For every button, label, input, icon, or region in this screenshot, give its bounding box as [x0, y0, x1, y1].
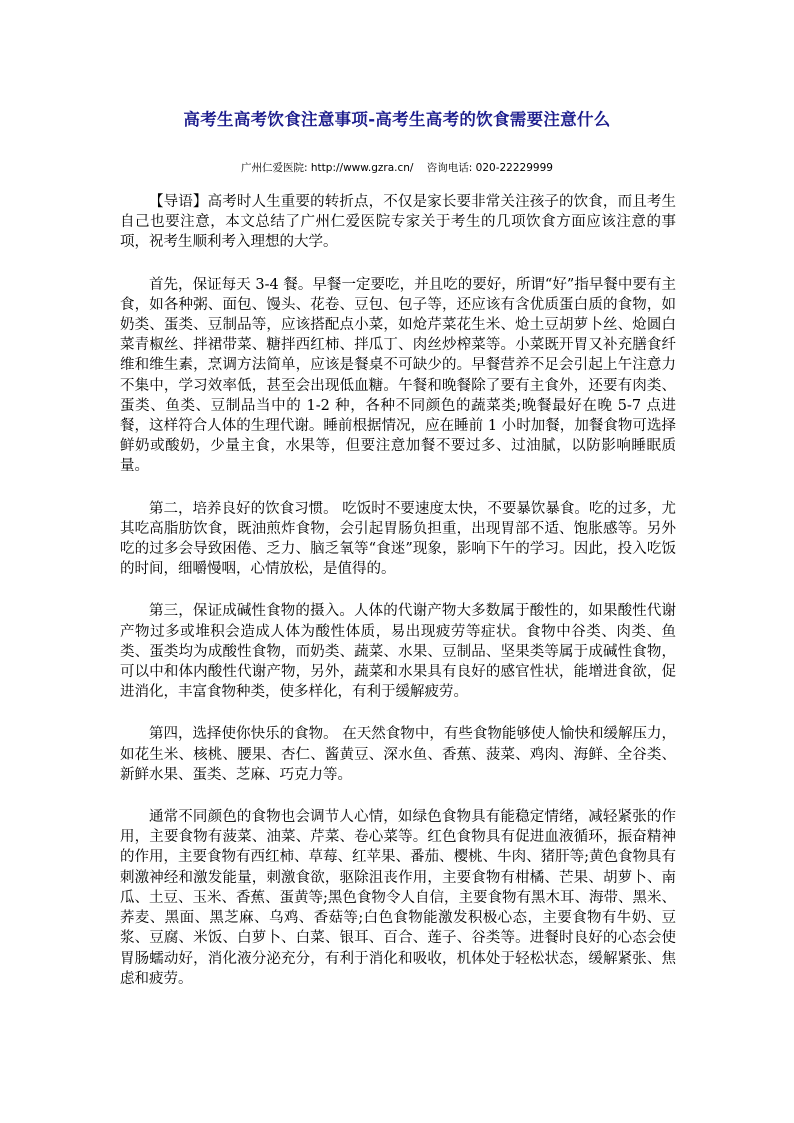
- article-body: [120, 192, 676, 1011]
- paragraph-fourth: 第四，选择使你快乐的食物。 在天然食物中，有些食物能够使人愉快和缓解压力，如花生米、核桃、腰果、杏仁、酱黄豆、深水鱼、香蕉、菠菜、鸡肉、海鲜、全谷类、新鲜水果、蛋类、芝麻、巧克力等。: [120, 726, 676, 783]
- paragraph-second: 第二，培养良好的饮食习惯。 吃饭时不要速度太快，不要暴饮暴食。吃的过多，尤其吃高脂肪饮食，既油煎炸食物，会引起胃肠负担重，出现胃部不适、饱胀感等。另外吃的过多会导致困倦、乏力、脑乏氧等“食迷”现象，影响下午的学习。因此，投入吃饭的时间，细嚼慢咽，心情放松，是值得的。: [120, 500, 676, 578]
- paragraph-first: 首先，保证每天 3-4 餐。早餐一定要吃，并且吃的要好，所谓“好”指早餐中要有主食，如各种粥、面包、馒头、花卷、豆包、包子等，还应该有含优质蛋白质的食物，如奶类、蛋类、豆制品等，应该搭配点小菜，如炝芹菜花生米、炝土豆胡萝卜丝、炝圆白菜青椒丝、拌裙带菜、糖拌西红柿、拌瓜丁、肉丝炒榨菜等。小菜既开胃又补充膳食纤维和维生素，烹调方法简单，应该是餐桌不可缺少的。早餐营养不足会引起上午注意力不集中，学习效率低，甚至会出现低血糖。午餐和晚餐除了要有主食外，还要有肉类、蛋类、鱼类、豆制品当中的 1-2 种，各种不同颜色的蔬菜类;晚餐最好在晚 5-7 点进餐，这样符合人体的生理代谢。睡前根据情况，应在睡前 1 小时加餐，加餐食物可选择鲜奶或酸奶，少量主食，水果等，但要注意加餐不要过多、过油腻，以防影响睡眠质量。: [120, 276, 676, 475]
- article-title: 高考生高考饮食注意事项-高考生高考的饮食需要注意什么: [183, 110, 611, 129]
- paragraph-third: 第三，保证成碱性食物的摄入。人体的代谢产物大多数属于酸性的，如果酸性代谢产物过多或堆积会造成人体为酸性体质，易出现疲劳等症状。食物中谷类、肉类、鱼类、蛋类均为成酸性食物，而奶类、蔬菜、水果、豆制品、坚果类等属于成碱性食物，可以中和体内酸性代谢产物，另外，蔬菜和水果具有良好的感官性状，能增进食欲，促进消化，丰富食物种类，使多样化，有利于缓解疲劳。: [120, 603, 676, 701]
- paragraph-intro: 【导语】高考时人生重要的转折点，不仅是家长要非常关注孩子的饮食，而且考生自己也要注意，本文总结了广州仁爱医院专家关于考生的几项饮食方面应该注意的事项，祝考生顺利考入理想的大学。: [120, 194, 676, 251]
- source-line: 广州仁爱医院: http://www.gzra.cn/ 咨询电话: 020-22229999: [241, 162, 553, 174]
- paragraph-colors: 通常不同颜色的食物也会调节人心情，如绿色食物具有能稳定情绪，减轻紧张的作用，主要食物有菠菜、油菜、芹菜、卷心菜等。红色食物具有促进血液循环，振奋精神的作用，主要食物有西红柿、草莓、红苹果、番茄、樱桃、牛肉、猪肝等;黄色食物具有刺激神经和激发能量，刺激食欲，驱除沮丧作用，主要食物有柑橘、芒果、胡萝卜、南瓜、土豆、玉米、香蕉、蛋黄等;黑色食物令人自信，主要食物有黑木耳、海带、黑米、荞麦、黑面、黑芝麻、乌鸡、香菇等;白色食物能激发积极心态，主要食物有牛奶、豆浆、豆腐、米饭、白萝卜、白菜、银耳、百合、莲子、谷类等。进餐时良好的心态会使胃肠蠕动好，消化液分泌充分，有利于消化和吸收，机体处于轻松状态，缓解紧张、焦虑和疲劳。: [120, 809, 676, 987]
